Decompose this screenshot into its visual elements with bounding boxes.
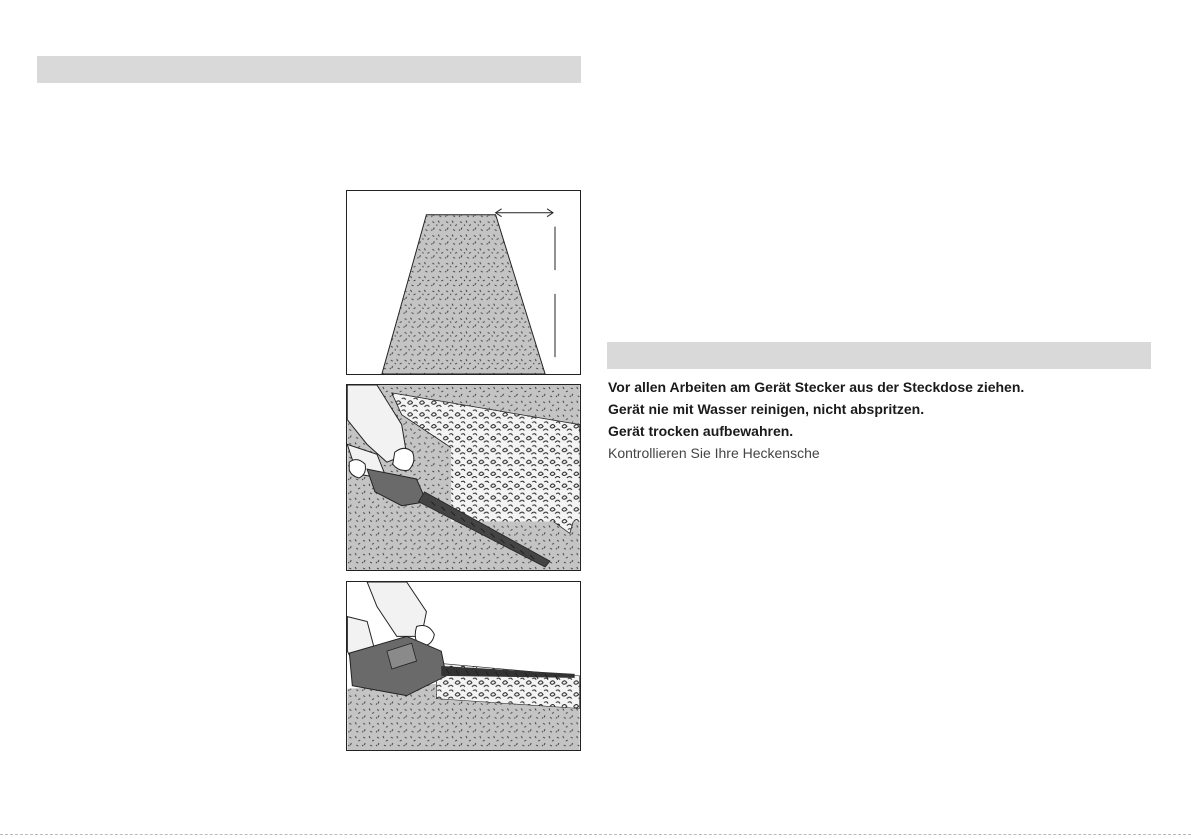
cutting-side-illustration	[347, 385, 580, 570]
figure-hedge-shape	[346, 190, 581, 375]
instruction-check-shears: Kontrollieren Sie Ihre Heckensche	[608, 445, 820, 461]
cutting-top-illustration	[347, 582, 580, 750]
instruction-unplug: Vor allen Arbeiten am Gerät Stecker aus der Steckdose ziehen.	[608, 379, 1025, 395]
hedge-shape-illustration	[347, 191, 580, 374]
instruction-store-dry: Gerät trocken aufbewahren.	[608, 423, 794, 439]
figure-cutting-side	[346, 384, 581, 571]
section-header-bar-right	[607, 342, 1151, 369]
page-bottom-rule	[0, 834, 1191, 835]
maintenance-instructions	[608, 376, 1168, 464]
figure-cutting-top	[346, 581, 581, 751]
instruction-no-water: Gerät nie mit Wasser reinigen, nicht abspritzen.	[608, 401, 925, 417]
section-header-bar-left	[37, 56, 581, 83]
